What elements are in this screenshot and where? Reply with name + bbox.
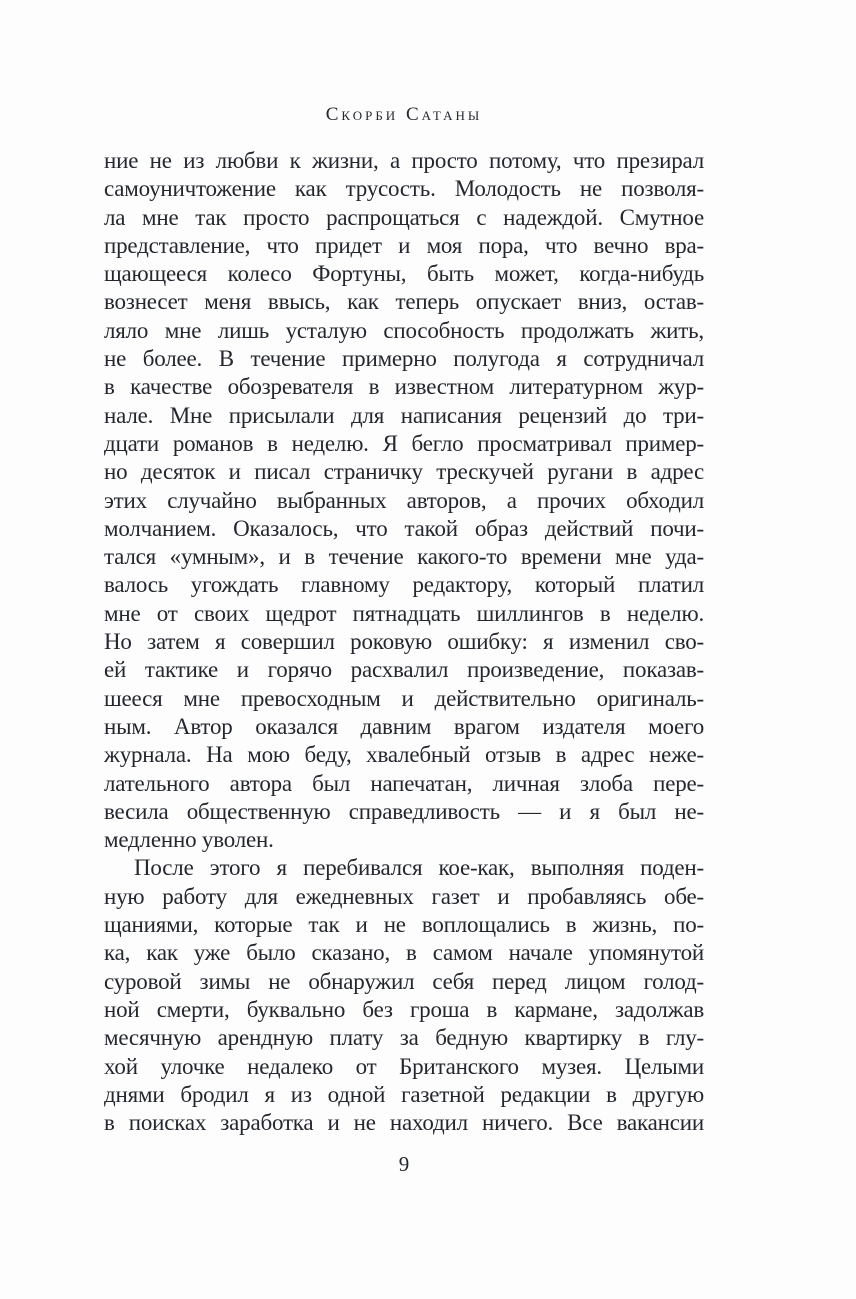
text-line: этих случайно выбранных авторов, а прочих обходил — [104, 487, 704, 513]
text-line: ние не из любви к жизни, а просто потому, что презирал — [104, 148, 704, 173]
text-line: днями бродил я из одной газетной редакции в другую — [104, 1081, 704, 1107]
text-line: не более. В течение примерно полугода я сотрудничал — [104, 346, 704, 372]
text-line: шееся мне превосходным и действительно оригиналь- — [104, 685, 704, 711]
text-line: нале. Мне присылали для написания рецензий до три- — [104, 402, 704, 428]
text-line: ной смерти, буквально без гроша в кармане, задолжав — [104, 996, 704, 1022]
text-line: вознесет меня ввысь, как теперь опускает вниз, остав- — [104, 289, 704, 315]
text-line: представление, что придет и моя пора, что вечно вра- — [104, 232, 704, 258]
text-line: в поисках заработка и не находил ничего. Все вакансии — [104, 1110, 704, 1136]
text-line: ла мне так просто распрощаться с надеждой. Смутное — [104, 204, 704, 230]
page-number: 9 — [398, 1152, 410, 1176]
text-line: ей тактике и горячо расхвалил произведение, показав- — [104, 657, 704, 683]
text-line: ным. Автор оказался давним врагом издателя моего — [104, 713, 704, 739]
text-line: ляло мне лишь усталую способность продолжать жить, — [104, 317, 704, 343]
text-line: месячную арендную плату за бедную квартирку в глу- — [104, 1025, 704, 1051]
text-line: журнала. На мою беду, хвалебный отзыв в адрес неже- — [104, 742, 704, 768]
text-line: дцати романов в неделю. Я бегло просматривал пример- — [104, 430, 704, 456]
text-line: но десяток и писал страничку трескучей ругани в адрес — [104, 459, 704, 485]
text-line: тался «умным», и в течение какого-то времени мне уда- — [104, 544, 704, 570]
text-line: самоуничтожение как трусость. Молодость не позволя- — [104, 176, 704, 202]
text-line: весила общественную справедливость — и я был не- — [104, 798, 704, 824]
text-line: щаниями, которые так и не воплощались в жизнь, по- — [104, 912, 704, 938]
text-line: ка, как уже было сказано, в самом начале упомянутой — [104, 940, 704, 966]
text-line: валось угождать главному редактору, который платил — [104, 572, 704, 598]
body-text — [104, 147, 704, 1137]
text-line: медленно уволен. — [104, 827, 274, 853]
text-line: хой улочке недалеко от Британского музея. Целыми — [104, 1053, 704, 1079]
text-line: щающееся колесо Фортуны, быть может, когда-нибудь — [104, 261, 704, 287]
text-line: лательного автора был напечатан, личная злоба пере- — [104, 770, 704, 796]
text-line: суровой зимы не обнаружил себя перед лицом голод- — [104, 968, 704, 994]
text-line: После этого я перебивался кое-как, выполняя поден- — [134, 855, 704, 881]
text-line: Но затем я совершил роковую ошибку: я изменил сво- — [104, 629, 704, 655]
text-line: в качестве обозревателя в известном литературном жур- — [104, 374, 704, 400]
text-line: ную работу для ежедневных газет и пробавляясь обе- — [104, 883, 704, 909]
text-line: мне от своих щедрот пятнадцать шиллингов в неделю. — [104, 600, 704, 626]
running-header: Скорби Сатаны — [325, 104, 483, 125]
text-line: молчанием. Оказалось, что такой образ действий почи- — [104, 515, 704, 541]
